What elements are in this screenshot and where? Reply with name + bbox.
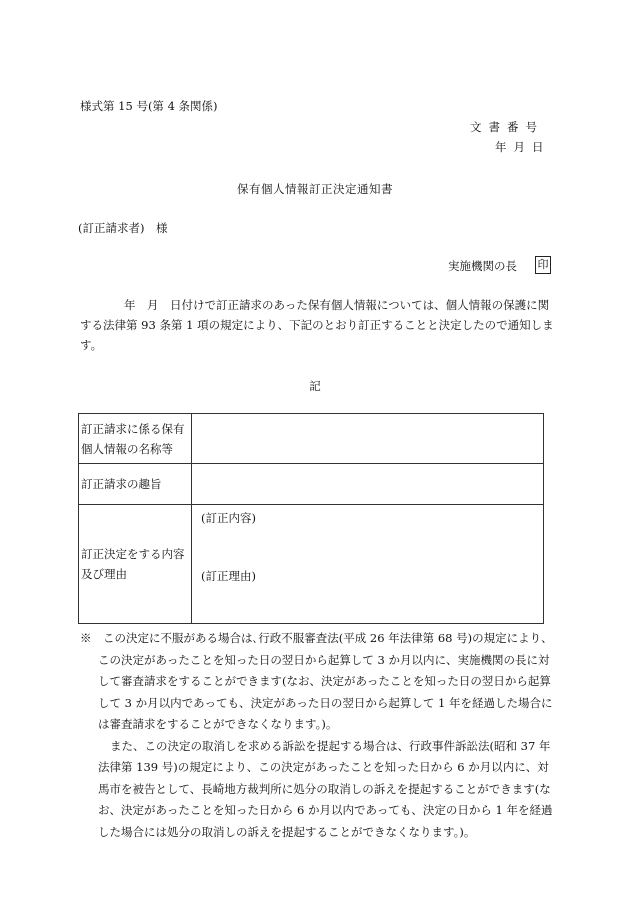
request-purpose-label: 訂正請求の趣旨 bbox=[79, 464, 192, 505]
document-number-label: 文書番号 bbox=[470, 120, 544, 134]
table-row bbox=[79, 414, 544, 464]
table-row bbox=[79, 464, 544, 505]
correction-content-label: (訂正内容) bbox=[201, 511, 256, 525]
recipient-line: (訂正請求者) 様 bbox=[78, 221, 168, 235]
appeal-note-lawsuit: また、この決定の取消しを求める訴訟を提起する場合は、行政事件訴訟法(昭和 37 年法律第 139 号)の規定により、この決定があったことを知った日から 6 か月以内に、対馬市を被告として、長崎地方裁判所に処分の取消しの訴えを提起することができます(なお、決定があったことを知った日から 6 か月以内であっても、決定の日から 1 年を経過した場合には処分の取消しの訴えを提起することができなくなります。)。 bbox=[98, 738, 553, 839]
document-title: 保有個人情報訂正決定通知書 bbox=[237, 182, 393, 196]
table-row bbox=[79, 505, 544, 624]
appeal-notes bbox=[80, 628, 560, 843]
ki-heading: 記 bbox=[309, 379, 321, 393]
decision-content-field bbox=[192, 505, 544, 624]
request-purpose-field bbox=[192, 464, 544, 505]
personal-info-name-label: 訂正請求に係る保有個人情報の名称等 bbox=[79, 414, 192, 464]
issuer-title: 実施機関の長 bbox=[448, 259, 517, 273]
decision-details-table bbox=[78, 413, 544, 624]
correction-reason-label: (訂正理由) bbox=[201, 569, 256, 583]
seal-stamp-box: 印 bbox=[535, 256, 551, 274]
decision-content-label: 訂正決定をする内容及び理由 bbox=[79, 505, 192, 624]
notice-body-text: 年 月 日付けで訂正請求のあった保有個人情報については、個人情報の保護に関する法律第 93 条第 1 項の規定により、下記のとおり訂正することと決定したので通知します。 bbox=[80, 298, 554, 352]
form-number: 様式第 15 号(第 4 条関係) bbox=[80, 99, 218, 113]
personal-info-name-field bbox=[192, 414, 544, 464]
date-label: 年月日 bbox=[495, 140, 551, 154]
appeal-note-review-request: ※ この決定に不服がある場合は､行政不服審査法(平成 26 年法律第 68 号)の規定により、この決定があったことを知った日の翌日から起算して 3 か月以内に、実施機関の長に対して審査請求をすることができます(なお、決定があったことを知った日の翌日から起算して 3 か月以内であっても、決定があった日の翌日から起算して 1 年を経過した場合には審査請求をすることができなくなります。)。 bbox=[80, 631, 553, 731]
